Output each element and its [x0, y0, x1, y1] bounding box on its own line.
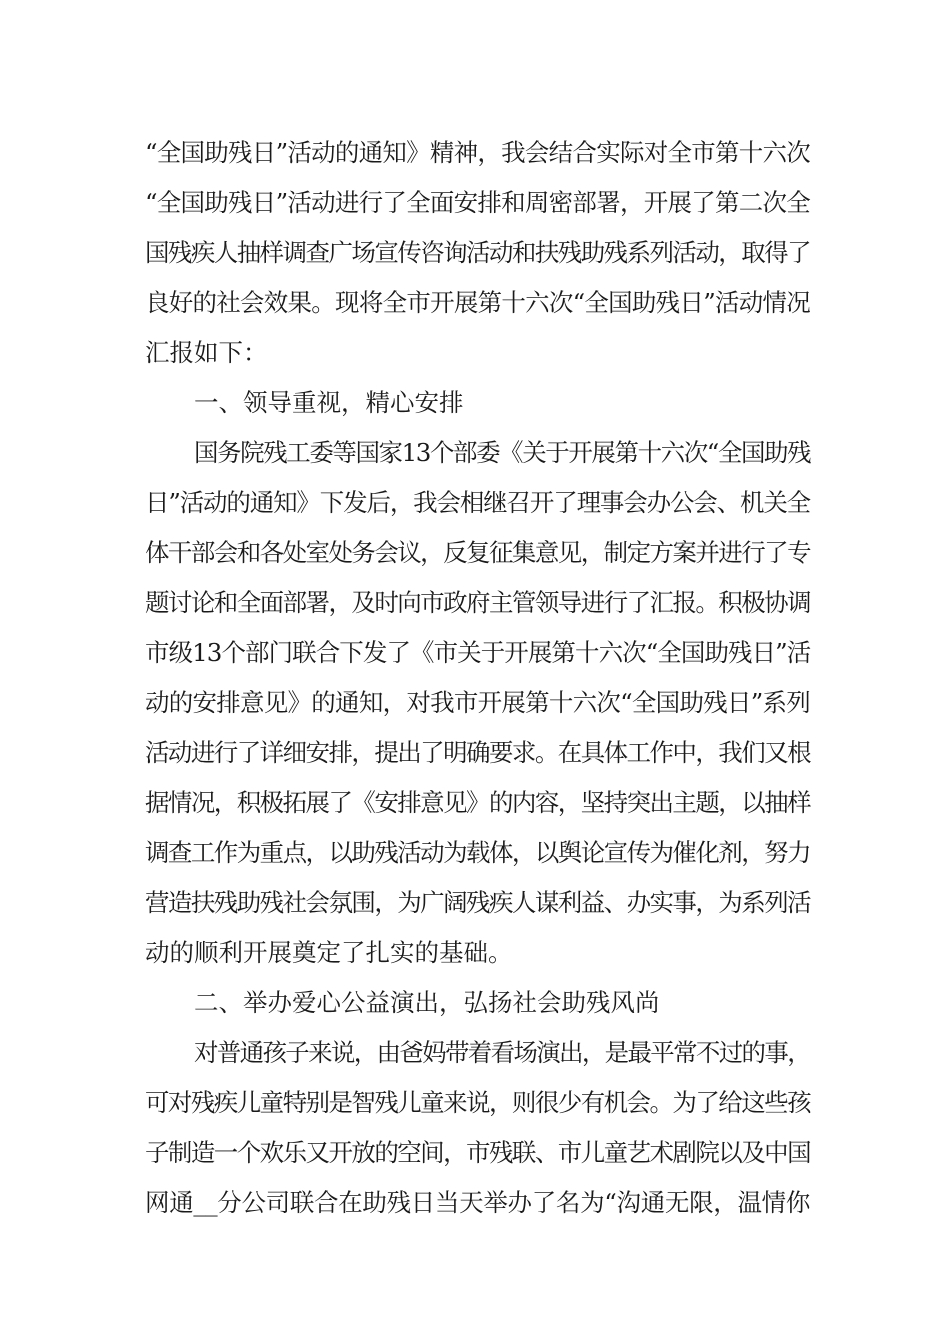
- text-line: 题讨论和全面部署，及时向市政府主管领导进行了汇报。积极协调: [145, 588, 810, 617]
- text-line: 国务院残工委等国家13个部委《关于开展第十六次“全国助残: [194, 438, 811, 467]
- text-line: 动的顺利开展奠定了扎实的基础。: [145, 938, 513, 967]
- text-line: “全国助残日”活动的通知》精神，我会结合实际对全市第十六次: [145, 138, 810, 167]
- text-line: 国残疾人抽样调查广场宣传咨询活动和扶残助残系列活动，取得了: [145, 238, 810, 267]
- text-line: 汇报如下：: [145, 338, 268, 367]
- text-line: 二、举办爱心公益演出，弘扬社会助残风尚: [194, 988, 660, 1017]
- text-line: 一、领导重视，精心安排: [194, 388, 464, 417]
- text-line: 对普通孩子来说，由爸妈带着看场演出，是最平常不过的事，: [194, 1038, 810, 1067]
- text-line: 体干部会和各处室处务会议，反复征集意见，制定方案并进行了专: [145, 538, 810, 567]
- text-line: 动的安排意见》的通知，对我市开展第十六次“全国助残日”系列: [145, 688, 810, 717]
- text-line: 市级13个部门联合下发了《市关于开展第十六次“全国助残日”活: [145, 638, 811, 667]
- text-line: “全国助残日”活动进行了全面安排和周密部署，开展了第二次全: [145, 188, 810, 217]
- text-line: 活动进行了详细安排，提出了明确要求。在具体工作中，我们又根: [145, 738, 810, 767]
- text-line: 调查工作为重点，以助残活动为载体，以舆论宣传为催化剂，努力: [145, 838, 810, 867]
- text-line: 子制造一个欢乐又开放的空间，市残联、市儿童艺术剧院以及中国: [145, 1138, 810, 1167]
- text-line: 日”活动的通知》下发后，我会相继召开了理事会办公会、机关全: [145, 488, 810, 517]
- text-line: 网通__分公司联合在助残日当天举办了名为“沟通无限，温情你: [145, 1188, 811, 1217]
- text-line: 可对残疾儿童特别是智残儿童来说，则很少有机会。为了给这些孩: [145, 1088, 810, 1117]
- document-body: [145, 128, 810, 1228]
- text-line: 营造扶残助残社会氛围，为广阔残疾人谋利益、办实事，为系列活: [145, 888, 810, 917]
- text-line: 良好的社会效果。现将全市开展第十六次“全国助残日”活动情况: [145, 288, 810, 317]
- text-line: 据情况，积极拓展了《安排意见》的内容，坚持突出主题，以抽样: [145, 788, 810, 817]
